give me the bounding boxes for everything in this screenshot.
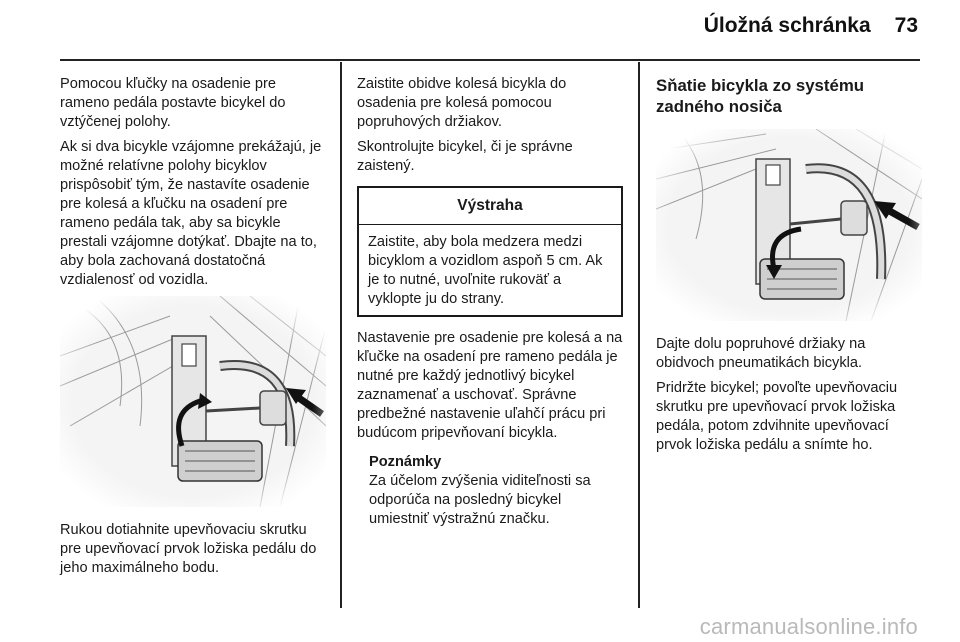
page-header [704,14,918,38]
header-divider [60,59,920,61]
pedal-clamp-illustration [60,296,326,507]
note-block [357,453,623,529]
col1-paragraph-3: Rukou dotiahnite upevňovaciu skrutku pre upevňovací prvok ložiska pedálu do jeho maximálneho bodu. [60,522,317,576]
column-divider-2 [638,62,640,608]
warning-box [357,186,623,317]
bike-removal-illustration [656,129,922,321]
column-1 [60,75,326,584]
note-text: Za účelom zvýšenia viditeľnosti sa odporúča na posledný bicykel umiestniť výstražnú značku. [369,473,591,527]
column-divider-1 [340,62,342,608]
page-title: Úložná schránka [703,14,871,37]
col2-paragraph-1: Zaistite obidve kolesá bicykla do osadenia pre kolesá pomocou popruhových držiakov. [357,76,567,130]
column-3 [656,75,924,461]
warning-text: Zaistite, aby bola medzera medzi bicyklom a vozidlom aspoň 5 cm. Ak je to nutné, uvoľnite rukoväť a vyklopte ju do strany. [368,234,603,307]
warning-title: Výstraha [359,188,621,225]
col1-paragraph-1: Pomocou kľučky na osadenie pre rameno pedála postavte bicykel do vztýčenej polohy. [60,76,286,130]
watermark: carmanualsonline.info [699,614,918,639]
note-title: Poznámky [369,454,442,470]
section-heading: Sňatie bicykla zo systému zadného nosiča [656,76,864,116]
col1-paragraph-2: Ak si dva bicykle vzájomne prekážajú, je možné relatívne polohy bicyklov prispôsobiť tým, že nastavíte osadenie pre kolesá a kľučku na osadení pre rameno pedála tak, aby sa bicykle prestali vzájomne dotýkať. Dbajte na to, aby bola zachovaná dostatočná vzdialenosť od vozidla. [60,139,322,288]
page-number: 73 [894,14,918,37]
column-2 [357,75,623,529]
col3-paragraph-2: Pridržte bicykel; povoľte upevňovaciu skrutku pre upevňovací prvok ložiska pedála, potom zdvihnite upevňovací prvok ložiska pedálu a snímte ho. [656,380,898,453]
col2-paragraph-3: Nastavenie pre osadenie pre kolesá a na kľučke na osadení pre rameno pedála je nutné pre každý jednotlivý bicykel zaznamenať a uschovať. Správne predbežné nastavenie uľahčí prácu pri budúcom pripevňovaní bicykla. [357,330,623,441]
col3-paragraph-1: Dajte dolu popruhové držiaky na obidvoch pneumatikách bicykla. [656,336,866,371]
col2-paragraph-2: Skontrolujte bicykel, či je správne zaistený. [357,139,573,174]
